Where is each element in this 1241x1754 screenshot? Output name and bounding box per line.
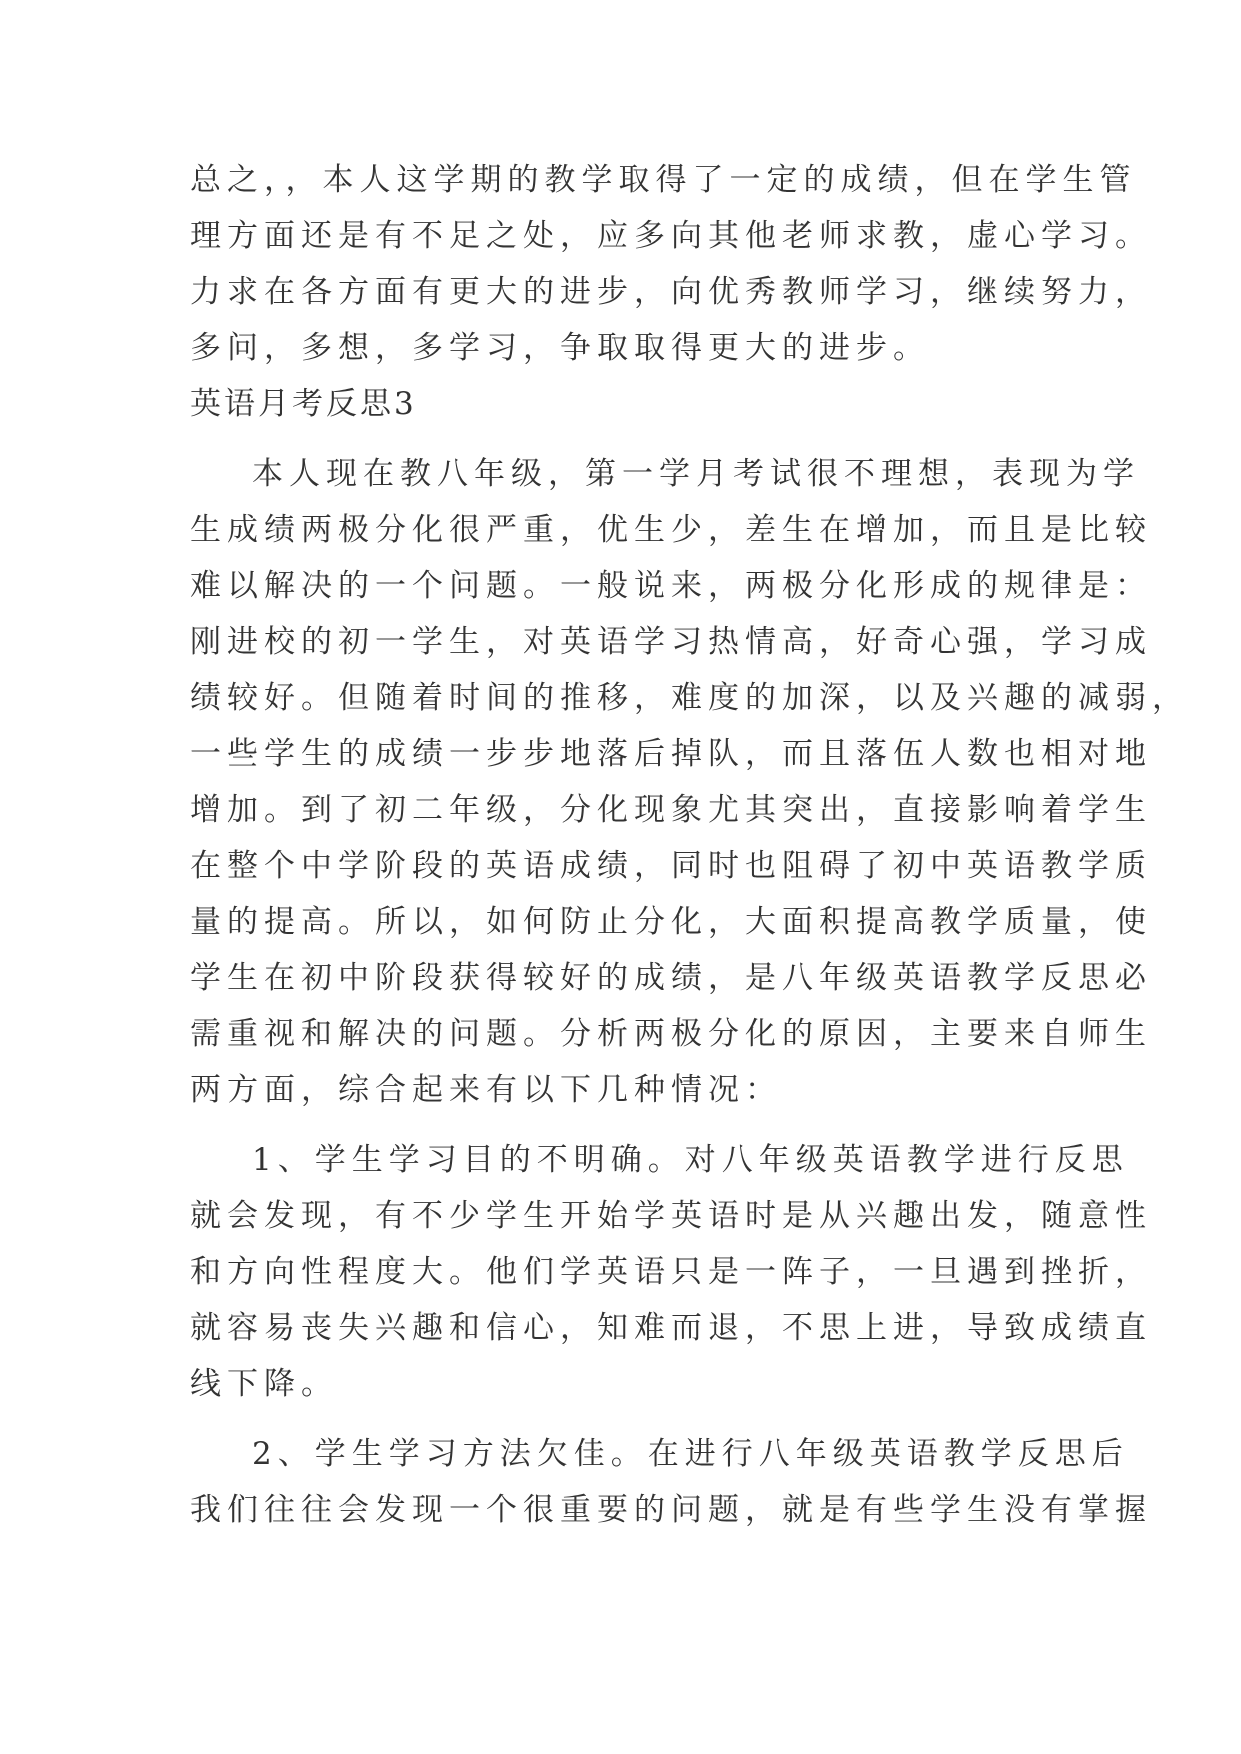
text-line: 我们往往会发现一个很重要的问题，就是有些学生没有掌握 (190, 1492, 1152, 1528)
text-line: 量的提高。所以，如何防止分化，大面积提高教学质量，使 (190, 904, 1152, 940)
text-line: 两方面，综合起来有以下几种情况： (190, 1072, 782, 1108)
text-line: 就容易丧失兴趣和信心，知难而退，不思上进，导致成绩直 (190, 1310, 1152, 1346)
text-line: 需重视和解决的问题。分析两极分化的原因，主要来自师生 (190, 1016, 1152, 1052)
text-line: 2、学生学习方法欠佳。在进行八年级英语教学反思后 (252, 1436, 1129, 1472)
paragraph-intro (190, 446, 1189, 1118)
text-line: 难以解决的一个问题。一般说来，两极分化形成的规律是： (190, 568, 1152, 604)
text-line: 学生在初中阶段获得较好的成绩，是八年级英语教学反思必 (190, 960, 1152, 996)
text-line: 总之，，本人这学期的教学取得了一定的成绩，但在学生管 (190, 162, 1137, 198)
closing-paragraph (190, 152, 1152, 376)
text-line: 增加。到了初二年级，分化现象尤其突出，直接影响着学生 (190, 792, 1152, 828)
text-line: 多问，多想，多学习，争取取得更大的进步。 (190, 330, 930, 366)
text-line: 就会发现，有不少学生开始学英语时是从兴趣出发，随意性 (190, 1198, 1152, 1234)
section-heading: 英语月考反思3 (190, 386, 417, 422)
text-line: 和方向性程度大。他们学英语只是一阵子，一旦遇到挫折， (190, 1254, 1152, 1290)
text-line: 绩较好。但随着时间的推移，难度的加深，以及兴趣的减弱， (190, 680, 1189, 716)
text-line: 本人现在教八年级，第一学月考试很不理想，表现为学 (252, 456, 1140, 492)
text-line: 刚进校的初一学生，对英语学习热情高，好奇心强，学习成 (190, 624, 1152, 660)
text-line: 力求在各方面有更大的进步，向优秀教师学习，继续努力， (190, 274, 1152, 310)
text-line: 生成绩两极分化很严重，优生少，差生在增加，而且是比较 (190, 512, 1152, 548)
text-line: 在整个中学阶段的英语成绩，同时也阻碍了初中英语教学质 (190, 848, 1152, 884)
paragraph-point-1 (190, 1132, 1152, 1412)
text-line: 理方面还是有不足之处，应多向其他老师求教，虚心学习。 (190, 218, 1152, 254)
text-line: 线下降。 (190, 1366, 338, 1402)
document-page (190, 152, 1189, 1538)
text-line: 一些学生的成绩一步步地落后掉队，而且落伍人数也相对地 (190, 736, 1152, 772)
paragraph-point-2 (190, 1426, 1152, 1538)
text-line: 1、学生学习目的不明确。对八年级英语教学进行反思 (252, 1142, 1129, 1178)
